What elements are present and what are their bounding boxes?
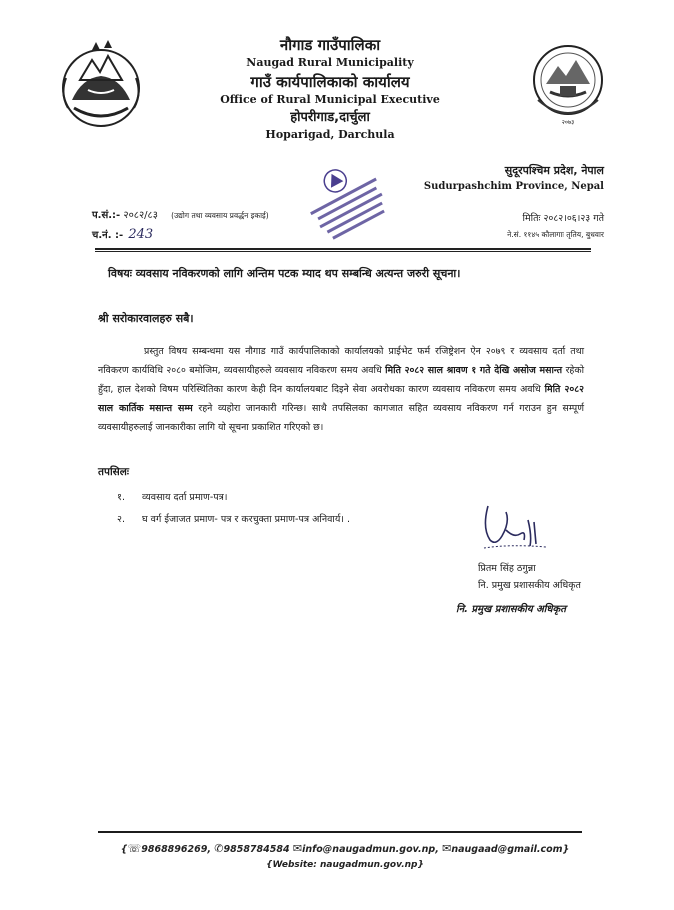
header-divider-thin	[95, 251, 591, 252]
province-np: सुदूरपश्चिम प्रदेश, नेपाल	[504, 164, 604, 177]
province-block	[424, 163, 604, 192]
office-name-en: Office of Rural Municipal Executive	[220, 93, 440, 107]
salutation: श्री सरोकारवालहरु सबै।	[98, 312, 194, 325]
email-icon: ✉	[292, 842, 303, 855]
signatory-title: नि. प्रमुख प्रशासकीय अधिकृत	[478, 580, 581, 591]
office-name-np: गाउँ कार्यपालिकाको कार्यालय	[250, 73, 410, 92]
tapasil-item-text: घ वर्ग ईजाजत प्रमाण- पत्र र करचुक्ता प्रमाण-पत्र अनिवार्य। .	[142, 514, 350, 525]
tapasil-item-text: व्यवसाय दर्ता प्रमाण-पत्र।	[142, 492, 228, 503]
email-icon: ✉	[442, 842, 452, 855]
unit-label: (उद्योग तथा व्यवसाय प्रवर्द्धन इकाई)	[171, 211, 269, 220]
municipality-name-en: Naugad Rural Municipality	[246, 56, 414, 69]
header-divider	[95, 248, 591, 250]
tapasil-item	[117, 490, 228, 503]
body-part-4-bold: मिति २०८२ साल कार्तिक मसान्त सम्म	[98, 384, 585, 414]
mobile-icon: ✆	[214, 842, 224, 855]
location-en: Hoparigad, Darchula	[265, 127, 395, 141]
ps-label: प.सं.:-	[92, 210, 121, 221]
body-part-3: रहेको हुँदा, हाल देशको विषम परिस्थितिका कारण केही दिन कार्यालयबाट दिइने सेवा अवरोधका कारण व्यवसाय नविकरण समय अवधि	[98, 365, 585, 395]
tapasil-item	[117, 512, 350, 525]
municipality-name-np: नौगाड गाउँपालिका	[279, 36, 381, 54]
body-part-2-bold: मिति २०८२ साल श्रावण १ गते देखि असोज मसान्त	[385, 365, 563, 376]
email-1: info@naugadmun.gov.np,	[302, 844, 439, 855]
cn-value: 243	[128, 227, 154, 242]
notice-body	[98, 342, 584, 437]
phone-icon: ☏	[127, 842, 142, 855]
footer-divider	[98, 831, 582, 833]
date-block	[507, 210, 604, 242]
website: {Website: naugadmun.gov.np}	[266, 860, 424, 870]
province-en: Sudurpashchim Province, Nepal	[423, 181, 604, 192]
nepal-sambat-date: ने.सं. ११४५ कौलागाः तृतिय, बुधवार	[507, 230, 604, 240]
tapasil-item-number: २.	[117, 514, 125, 525]
handwritten-signature	[480, 500, 550, 552]
signatory-title-stamp: नि. प्रमुख प्रशासकीय अधिकृत	[456, 604, 566, 615]
tapasil-heading: तपसिलः	[98, 466, 130, 478]
svg-text:२०७३: २०७३	[561, 119, 575, 126]
phone-number-2: 9858784584	[223, 844, 290, 855]
cn-label: च.नं. :-	[92, 230, 124, 241]
nepal-emblem-logo	[52, 38, 150, 130]
body-part-1: प्रस्तुत विषय सम्बन्धमा यस नौगाड गाउँ कार्यपालिकाको कार्यालयको प्राईभेट फर्म रजिष्ट्रेशन ऐन २०७९ र व्यवसाय दर्ता तथा नविकरण कार्यविधि २०८० बमोजिम, व्यवसायीहरुले व्यवसाय नविकरण समय अवधि	[98, 346, 584, 376]
phone-number-1: 9868896269,	[141, 844, 211, 855]
date-line: मितिः २०८२।०६।२३ गते	[522, 213, 604, 224]
office-stamp	[300, 160, 394, 246]
location-np: होपरीगाड,दार्चुला	[290, 110, 370, 126]
ps-value: २०८२/८३	[123, 210, 158, 221]
email-2: naugaad@gmail.com}	[451, 844, 570, 855]
body-part-5: रहने व्यहोरा जानकारी गरिन्छ। साथै तपसिलका कागजात सहित व्यवसाय नविकरण गर्न गराउन हुन सम्पूर्ण व्यवसायीहरुलाई जानकारीका लागि यो सूचना प्रकाशित गरिएको छ।	[98, 403, 584, 433]
subject-line: विषयः व्यवसाय नविकरणको लागि अन्तिम पटक म्याद थप सम्बन्धि अत्यन्त जरुरी सूचना।	[108, 267, 461, 280]
letterhead	[180, 36, 480, 141]
reference-block	[92, 207, 269, 246]
signatory-name: प्रितम सिंह ठगुन्ना	[478, 563, 536, 574]
municipality-logo	[530, 40, 606, 130]
tapasil-item-number: १.	[117, 492, 125, 503]
footer-contact: {☏9868896269, ✆9858784584 ✉info@naugadmun.gov.np, ✉naugaad@gmail.com} {Website: naugadmun.gov.np}	[110, 842, 580, 870]
